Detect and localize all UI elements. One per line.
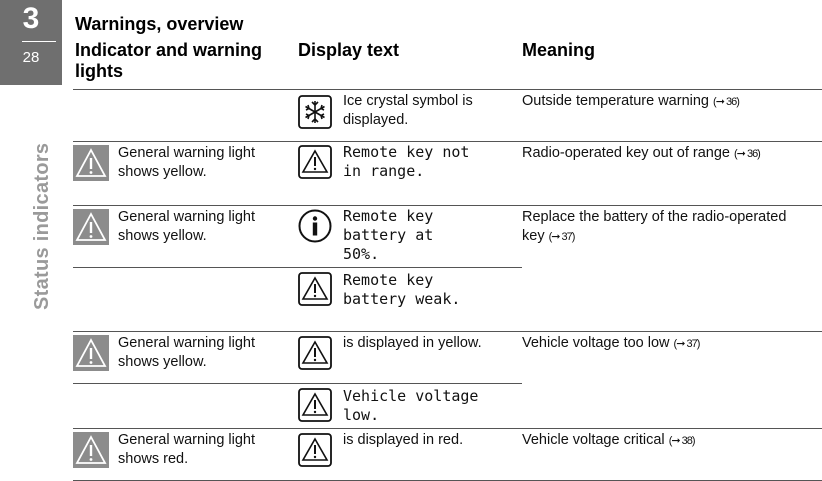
side-title: Status indicators <box>31 142 53 310</box>
warning-triangle-icon <box>298 145 332 184</box>
meaning-text: Replace the battery of the radio-operated key (➞ 37) <box>522 209 787 244</box>
table-rule <box>73 267 522 268</box>
table-rule <box>73 331 822 332</box>
display-text: is displayed in red. <box>343 432 464 448</box>
meaning-text: Vehicle voltage too low (➞ 37) <box>522 335 700 351</box>
display-text: is displayed in yellow. <box>343 335 482 351</box>
display-text: Remote key not in range. <box>343 143 470 180</box>
chapter-number: 3 <box>22 2 40 35</box>
snowflake-icon <box>298 95 332 134</box>
general-warning-light-icon <box>73 335 109 376</box>
display-text: Vehicle voltage low. <box>343 387 479 424</box>
table-rule <box>73 205 822 206</box>
general-warning-light-icon <box>73 432 109 473</box>
general-warning-light-icon <box>73 145 109 186</box>
chapter-tab <box>0 0 62 85</box>
meaning-text: Radio-operated key out of range (➞ 36) <box>522 145 760 161</box>
page-reference[interactable]: (➞ 37) <box>673 338 700 350</box>
header-meaning: Meaning <box>522 40 596 60</box>
indicator-text: General warning light shows yellow. <box>118 145 256 180</box>
display-text: Ice crystal symbol is displayed. <box>343 93 473 128</box>
page-reference[interactable]: (➞ 38) <box>668 435 695 447</box>
tab-divider <box>22 41 56 42</box>
header-display: Display text <box>298 40 400 60</box>
indicator-text: General warning light shows yellow. <box>118 209 256 244</box>
meaning-text: Vehicle voltage critical (➞ 38) <box>522 432 695 448</box>
warning-triangle-icon <box>298 388 332 427</box>
page-title: Warnings, overview <box>75 14 244 34</box>
page-number: 28 <box>22 49 40 66</box>
page-reference[interactable]: (➞ 36) <box>713 96 739 108</box>
indicator-text: General warning light shows red. <box>118 432 256 467</box>
warning-triangle-icon <box>298 272 332 311</box>
table-rule <box>73 141 822 142</box>
page-reference[interactable]: (➞ 36) <box>734 148 760 160</box>
indicator-text: General warning light shows yellow. <box>118 335 256 370</box>
warning-triangle-icon <box>298 433 332 472</box>
warning-triangle-icon <box>298 336 332 375</box>
table-rule <box>73 383 522 384</box>
display-text: Remote key battery weak. <box>343 271 461 308</box>
page-reference[interactable]: (➞ 37) <box>548 231 575 243</box>
general-warning-light-icon <box>73 209 109 250</box>
table-rule <box>73 428 822 429</box>
meaning-text: Outside temperature warning (➞ 36) <box>522 93 739 109</box>
table-rule <box>73 89 822 90</box>
header-indicator: Indicator and warning lights <box>75 40 263 81</box>
display-text: Remote key battery at 50%. <box>343 207 434 263</box>
info-icon <box>298 209 332 248</box>
